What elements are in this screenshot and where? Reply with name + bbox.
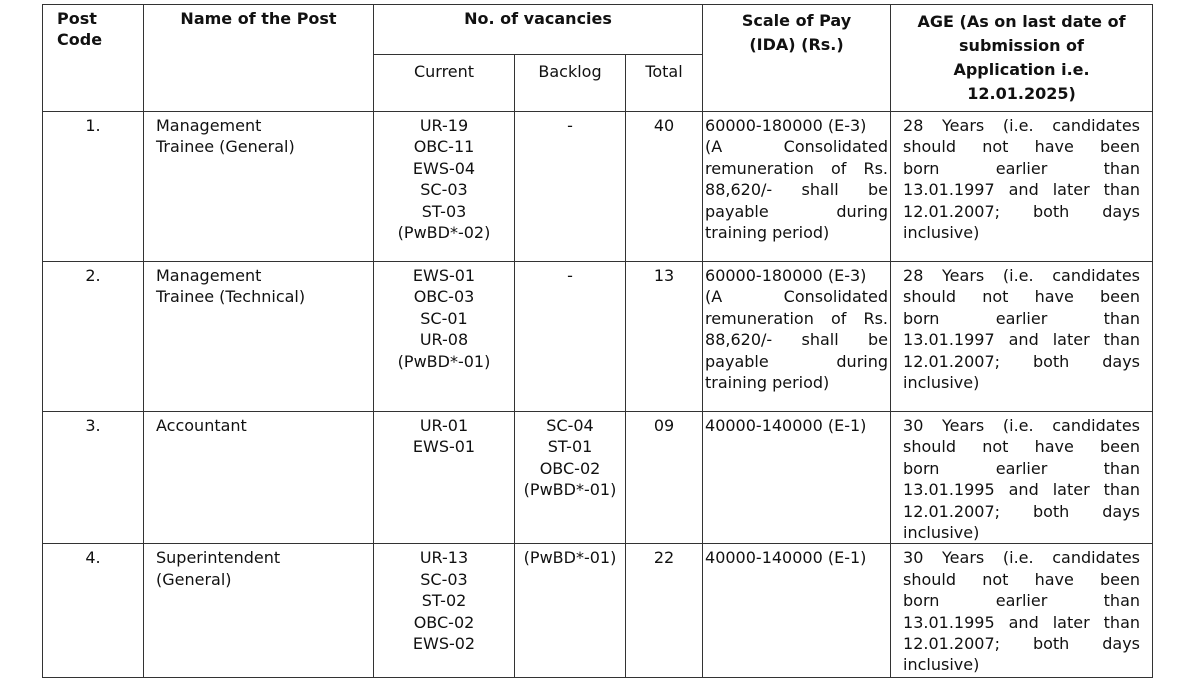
cell-line: inclusive)	[903, 523, 980, 543]
cell-line: 13	[653, 266, 675, 285]
cell-line: inclusive)	[903, 223, 980, 243]
post-code-cell	[43, 262, 144, 412]
backlog-vacancies-cell	[515, 412, 626, 544]
post-name-cell	[144, 262, 374, 412]
post-name-cell	[144, 112, 374, 262]
cell-line: 3.	[85, 416, 101, 435]
cell-line: EWS-02	[412, 634, 476, 654]
age-limit-cell	[891, 262, 1153, 412]
post-code-cell	[43, 544, 144, 678]
cell-line: 1.	[85, 116, 101, 135]
header-current: Current	[374, 55, 515, 112]
scale-of-pay-cell	[703, 112, 891, 262]
cell-line: 13.01.1995 and later than	[903, 480, 1141, 500]
total-vacancies-cell	[626, 544, 703, 678]
header-post-code: Post Code	[43, 5, 144, 112]
cell-line: born earlier than	[903, 591, 1141, 611]
cell-line: EWS-04	[412, 158, 476, 178]
cell-line: payable during	[705, 201, 889, 221]
cell-line: 40	[653, 116, 675, 135]
scale-of-pay-cell	[703, 262, 891, 412]
cell-line: training period)	[705, 223, 830, 243]
header-backlog: Backlog	[515, 55, 626, 112]
current-vacancies-cell	[374, 112, 515, 262]
cell-line: 40000-140000 (E-1)	[705, 416, 867, 435]
cell-line: 88,620/- shall be	[705, 180, 889, 200]
cell-line: 30 Years (i.e. candidates	[903, 416, 1141, 435]
table-body	[43, 112, 1153, 678]
backlog-vacancies-cell	[515, 112, 626, 262]
cell-line: born earlier than	[903, 308, 1141, 328]
cell-line: 13.01.1995 and later than	[903, 612, 1141, 632]
cell-line: Management	[156, 116, 262, 135]
table-row	[43, 262, 1153, 412]
cell-line: EWS-01	[412, 437, 476, 457]
cell-line: OBC-02	[539, 458, 601, 478]
header-vacancies: No. of vacancies	[374, 5, 703, 55]
post-code-cell	[43, 412, 144, 544]
cell-line: should not have been	[903, 437, 1141, 457]
cell-line: UR-13	[419, 548, 469, 568]
current-vacancies-cell	[374, 262, 515, 412]
cell-line: payable during	[705, 351, 889, 371]
cell-line: 22	[653, 548, 675, 568]
cell-line: SC-04	[546, 416, 594, 435]
total-vacancies-cell	[626, 262, 703, 412]
cell-line: 60000-180000 (E-3)	[705, 116, 867, 135]
cell-line: ST-02	[421, 591, 467, 611]
cell-line: EWS-01	[412, 266, 476, 285]
cell-line: should not have been	[903, 569, 1141, 589]
cell-line: (A Consolidated	[705, 287, 889, 307]
cell-line: Superintendent	[156, 548, 281, 568]
cell-line: (PwBD*-01)	[523, 480, 617, 500]
header-name-of-post: Name of the Post	[144, 5, 374, 112]
post-code-cell	[43, 112, 144, 262]
backlog-vacancies-cell	[515, 262, 626, 412]
cell-line: -	[567, 266, 573, 285]
cell-line: 13.01.1997 and later than	[903, 330, 1141, 350]
cell-line: Accountant	[156, 416, 247, 435]
total-vacancies-cell	[626, 112, 703, 262]
post-name-cell	[144, 412, 374, 544]
backlog-vacancies-cell	[515, 544, 626, 678]
vacancy-table	[42, 4, 1153, 678]
cell-line: (General)	[156, 569, 232, 589]
cell-line: ST-03	[421, 201, 467, 221]
cell-line: UR-08	[419, 330, 469, 350]
post-name-cell	[144, 544, 374, 678]
cell-line: Trainee (General)	[156, 137, 295, 157]
cell-line: (A Consolidated	[705, 137, 889, 157]
cell-line: should not have been	[903, 287, 1141, 307]
cell-line: remuneration of Rs.	[705, 158, 889, 178]
cell-line: SC-03	[420, 180, 468, 200]
cell-line: training period)	[705, 373, 830, 393]
cell-line: inclusive)	[903, 655, 980, 675]
cell-line: 12.01.2007; both days	[903, 634, 1141, 654]
cell-line: should not have been	[903, 137, 1141, 157]
cell-line: UR-19	[419, 116, 469, 135]
cell-line: 12.01.2007; both days	[903, 201, 1141, 221]
cell-line: 28 Years (i.e. candidates	[903, 266, 1141, 285]
cell-line: OBC-03	[413, 287, 475, 307]
age-limit-cell	[891, 112, 1153, 262]
table-row	[43, 412, 1153, 544]
cell-line: OBC-11	[413, 137, 475, 157]
cell-line: born earlier than	[903, 158, 1141, 178]
cell-line: -	[567, 116, 573, 135]
scale-of-pay-cell	[703, 544, 891, 678]
cell-line: 40000-140000 (E-1)	[705, 548, 867, 568]
table-row	[43, 112, 1153, 262]
header-age: AGE (As on last date of submission of Application i.e. 12.01.2025)	[891, 5, 1153, 112]
cell-line: ST-01	[547, 437, 593, 457]
header-scale-of-pay: Scale of Pay (IDA) (Rs.)	[703, 5, 891, 112]
cell-line: 28 Years (i.e. candidates	[903, 116, 1141, 135]
cell-line: 09	[653, 416, 675, 435]
cell-line: (PwBD*-01)	[397, 351, 491, 371]
cell-line: Trainee (Technical)	[156, 287, 306, 307]
cell-line: remuneration of Rs.	[705, 308, 889, 328]
cell-line: 30 Years (i.e. candidates	[903, 548, 1141, 568]
total-vacancies-cell	[626, 412, 703, 544]
cell-line: Management	[156, 266, 262, 285]
cell-line: 60000-180000 (E-3)	[705, 266, 867, 285]
age-limit-cell	[891, 544, 1153, 678]
cell-line: inclusive)	[903, 373, 980, 393]
cell-line: 12.01.2007; both days	[903, 351, 1141, 371]
cell-line: 12.01.2007; both days	[903, 501, 1141, 521]
table-row	[43, 544, 1153, 678]
cell-line: born earlier than	[903, 458, 1141, 478]
age-limit-cell	[891, 412, 1153, 544]
cell-line: (PwBD*-02)	[397, 223, 491, 243]
cell-line: 88,620/- shall be	[705, 330, 889, 350]
scale-of-pay-cell	[703, 412, 891, 544]
cell-line: UR-01	[419, 416, 469, 435]
cell-line: SC-01	[420, 308, 468, 328]
current-vacancies-cell	[374, 544, 515, 678]
cell-line: OBC-02	[413, 612, 475, 632]
cell-line: (PwBD*-01)	[523, 548, 617, 568]
header-total: Total	[626, 55, 703, 112]
cell-line: 2.	[85, 266, 101, 285]
cell-line: 4.	[85, 548, 101, 568]
current-vacancies-cell	[374, 412, 515, 544]
cell-line: SC-03	[420, 569, 468, 589]
cell-line: 13.01.1997 and later than	[903, 180, 1141, 200]
